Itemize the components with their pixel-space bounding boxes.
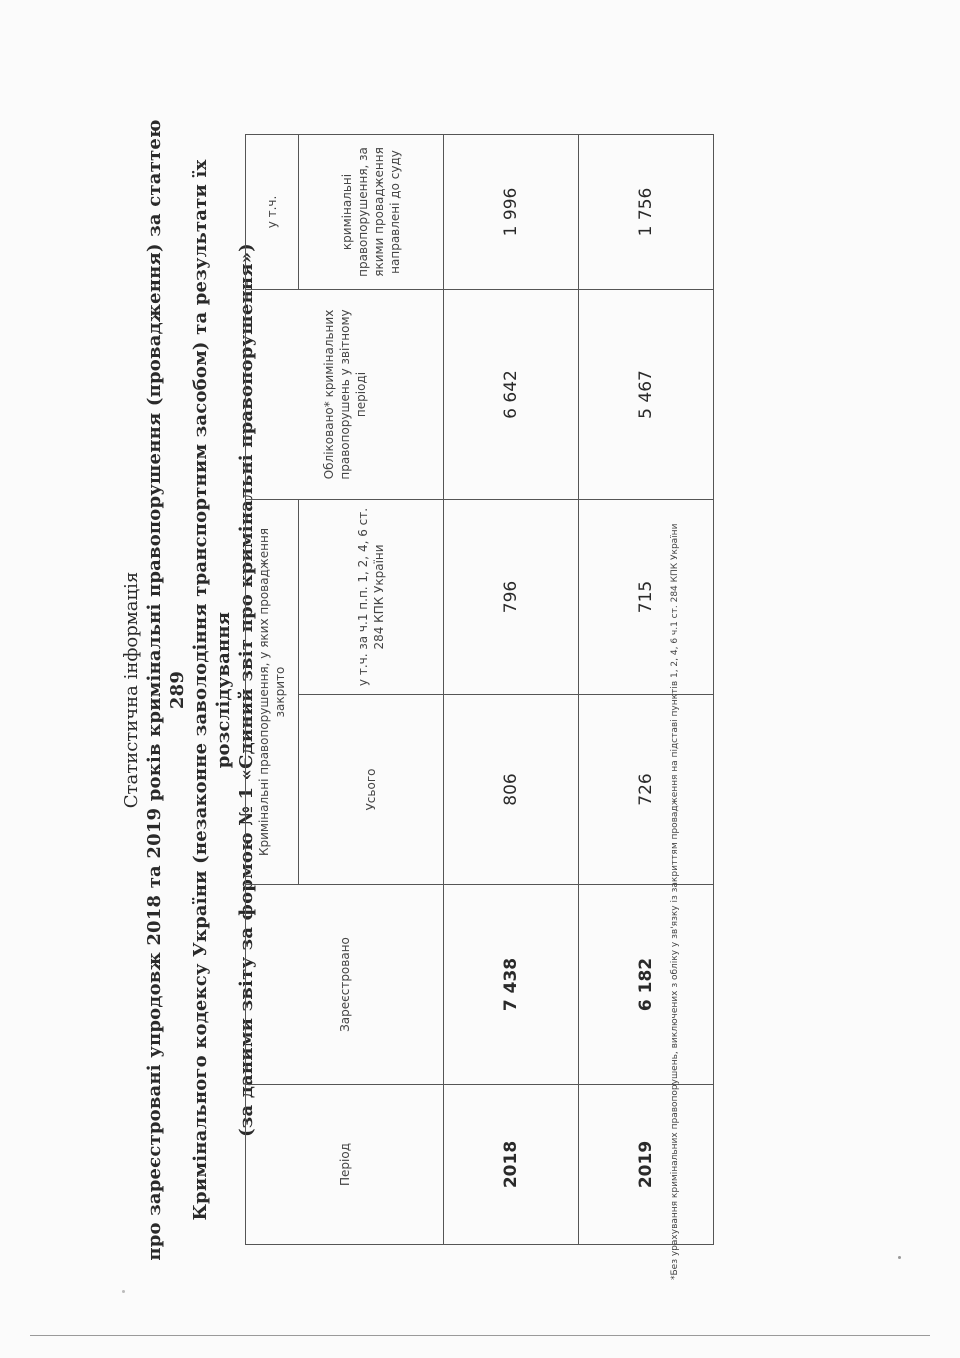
cell-accounted: 5 467 [579, 289, 714, 499]
cell-closed-total: 806 [444, 695, 579, 885]
document-subtitle-line3: (за даними звіту за формою № 1 «Єдиний звіт про кримінальні правопорушення») [236, 243, 257, 1137]
cell-period: 2018 [444, 1085, 579, 1245]
document-subtitle-line2: Кримінального кодексу України (незаконне заволодіння транспортним засобом) та результати їх розслідування [190, 159, 234, 1221]
cell-period: 2019 [579, 1085, 714, 1245]
cell-closed-incl: 715 [579, 499, 714, 694]
header-to-court: кримінальні правопорушення, за якими провадження направлені до суду [299, 134, 444, 289]
cell-closed-total: 726 [579, 695, 714, 885]
header-closed-incl: у т.ч. за ч.1 п.п. 1, 2, 4, 6 ст. 284 КПК України [299, 499, 444, 694]
header-period: Період [246, 1085, 444, 1245]
document-title: Статистична інформація [121, 571, 142, 809]
cell-accounted: 6 642 [444, 289, 579, 499]
cell-closed-incl: 796 [444, 499, 579, 694]
statistics-table [245, 134, 714, 1245]
rotated-page-content [100, 100, 690, 1280]
cell-to-court: 1 756 [579, 134, 714, 289]
header-accounted: Обліковано* кримінальних правопорушень у звітному періоді [246, 289, 444, 499]
scan-speck [898, 1256, 901, 1259]
table-row [444, 134, 579, 1244]
table-row [579, 134, 714, 1244]
table-header-row [246, 134, 299, 1244]
document-title-block [120, 100, 258, 1280]
header-incl-group: у т.ч. [246, 134, 299, 289]
header-registered: Зареєстровано [246, 885, 444, 1085]
header-closed-total: Усього [299, 695, 444, 885]
footnote: *Без урахування кримінальних правопорушень, виключених з обліку у зв'язку із закриттям провадження на підставі пунктів 1, 2, 4, 6 ч.1 ст. 284 КПК України [670, 523, 680, 1280]
scan-speck [122, 1290, 125, 1293]
header-closed-group: Кримінальні правопорушення, у яких провадження закрито [246, 499, 299, 884]
cell-registered: 6 182 [579, 885, 714, 1085]
scan-edge-line [30, 1335, 930, 1336]
cell-to-court: 1 996 [444, 134, 579, 289]
document-subtitle-line1: про зареєстровані упродовж 2018 та 2019 років кримінальні правопорушення (провадження) за статтею 289 [144, 119, 188, 1261]
cell-registered: 7 438 [444, 885, 579, 1085]
